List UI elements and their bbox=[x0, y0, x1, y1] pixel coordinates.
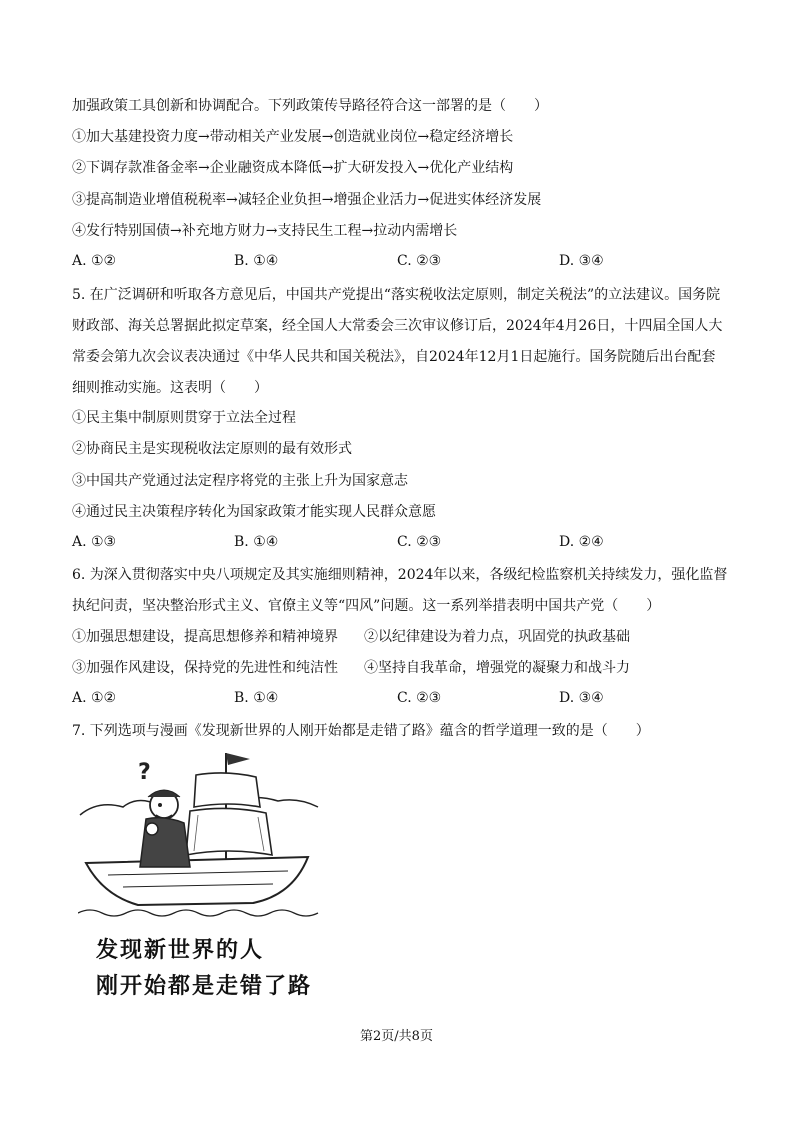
q4-intro: 加强政策工具创新和协调配合。下列政策传导路径符合这一部署的是（ ） bbox=[72, 98, 548, 114]
q5-option-a[interactable]: A. ①③ bbox=[72, 534, 117, 550]
cartoon-caption-line-1: 发现新世界的人 bbox=[96, 938, 265, 963]
q5-statement-1: ①民主集中制原则贯穿于立法全过程 bbox=[72, 410, 296, 426]
q6-option-b[interactable]: B. ①④ bbox=[234, 690, 279, 706]
q5-option-c[interactable]: C. ②③ bbox=[397, 534, 442, 550]
q4-statement-2: ②下调存款准备金率→企业融资成本降低→扩大研发投入→优化产业结构 bbox=[72, 160, 514, 176]
q5-statement-3: ③中国共产党通过法定程序将党的主张上升为国家意志 bbox=[72, 473, 408, 489]
q5-stem: 5. 在广泛调研和听取各方意见后，中国共产党提出“落实税收法定原则，制定关税法”的立法建议。国务院财政部、海关总署据此拟定草案，经全国人大常委会三次审议修订后，2024年4月26日，十四届全国人大常委会第九次会议表决通过《中华人民共和国关税法》，自2024年12月1日起施行。国务院随后出台配套细则推动实施。这表明（ ） bbox=[72, 287, 723, 396]
q5-option-b[interactable]: B. ①④ bbox=[234, 534, 279, 550]
q6-option-a[interactable]: A. ①② bbox=[72, 690, 117, 706]
q4-option-c[interactable]: C. ②③ bbox=[397, 253, 442, 269]
q4-option-b[interactable]: B. ①④ bbox=[234, 253, 279, 269]
q7-stem: 7. 下列选项与漫画《发现新世界的人刚开始都是走错了路》蕴含的哲学道理一致的是（ ） bbox=[72, 723, 650, 739]
q4-statement-1: ①加大基建投资力度→带动相关产业发展→创造就业岗位→稳定经济增长 bbox=[72, 129, 514, 145]
svg-text:?: ? bbox=[138, 760, 151, 785]
q4-option-a[interactable]: A. ①② bbox=[72, 253, 117, 269]
q4-statement-4: ④发行特别国债→补充地方财力→支持民生工程→拉动内需增长 bbox=[72, 223, 458, 239]
q5-statement-2: ②协商民主是实现税收法定原则的最有效形式 bbox=[72, 441, 352, 457]
q6-stem-line-2: 执纪问责，坚决整治形式主义、官僚主义等“四风”问题。这一系列举措表明中国共产党（ ） bbox=[72, 598, 661, 614]
q6-option-c[interactable]: C. ②③ bbox=[397, 690, 442, 706]
q5-statement-4: ④通过民主决策程序转化为国家政策才能实现人民群众意愿 bbox=[72, 504, 436, 520]
q6-statement-4: ④坚持自我革命，增强党的凝聚力和战斗力 bbox=[364, 660, 630, 676]
q4-options bbox=[72, 253, 732, 273]
page-number-footer: 第2页/共8页 bbox=[360, 1029, 433, 1044]
q6-statement-2: ②以纪律建设为着力点，巩固党的执政基础 bbox=[364, 629, 630, 645]
q4-option-d[interactable]: D. ③④ bbox=[559, 253, 604, 269]
ship-cartoon-drawing bbox=[78, 745, 323, 925]
q6-statement-1: ①加强思想建设，提高思想修养和精神境界 bbox=[72, 629, 338, 645]
cartoon-caption-line-2: 刚开始都是走错了路 bbox=[96, 974, 313, 999]
q6-statement-3: ③加强作风建设，保持党的先进性和纯洁性 bbox=[72, 660, 338, 676]
q6-options bbox=[72, 690, 732, 710]
q6-stem-line-1: 6. 为深入贯彻落实中央八项规定及其实施细则精神，2024年以来，各级纪检监察机关持续发力，强化监督 bbox=[72, 567, 728, 583]
q5-option-d[interactable]: D. ②④ bbox=[559, 534, 604, 550]
q4-statement-3: ③提高制造业增值税税率→减轻企业负担→增强企业活力→促进实体经济发展 bbox=[72, 192, 542, 208]
q5-options bbox=[72, 534, 732, 554]
cartoon-illustration bbox=[78, 745, 323, 1007]
q6-option-d[interactable]: D. ③④ bbox=[559, 690, 604, 706]
